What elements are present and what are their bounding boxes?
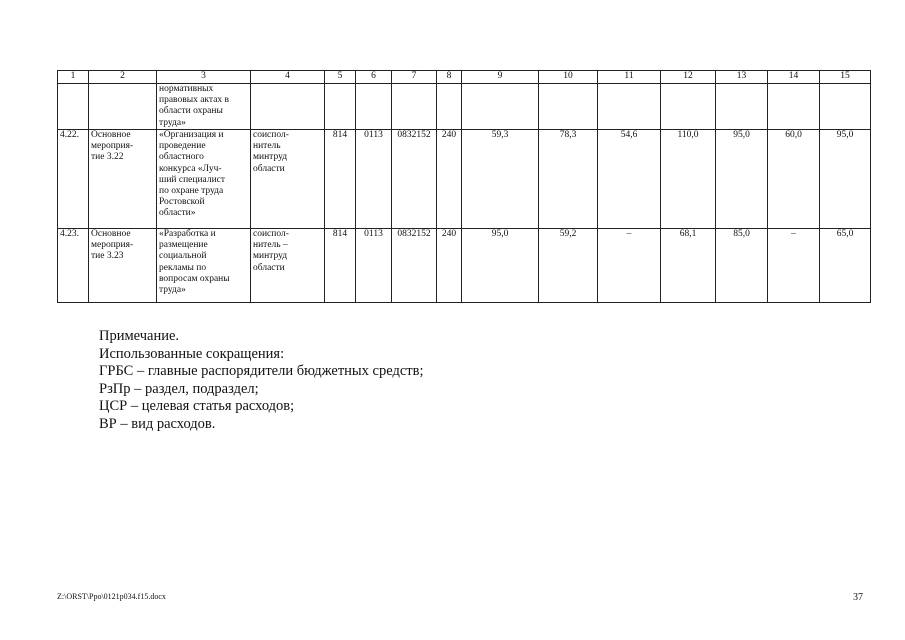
col-header: 8 <box>437 71 462 84</box>
cell-line: тие 3.23 <box>91 251 124 262</box>
cell-value: 59,3 <box>462 130 539 229</box>
cell-line: проведение <box>159 141 206 152</box>
cell-line: нитель <box>253 141 281 152</box>
cell <box>462 84 539 130</box>
col-header: 1 <box>58 71 89 84</box>
cell <box>392 84 437 130</box>
cell-value: 60,0 <box>768 130 820 229</box>
cell-line: Основное <box>91 229 131 239</box>
cell-line: труда» <box>159 285 186 296</box>
col-header: 15 <box>820 71 871 84</box>
cell-line: минтруд <box>253 152 288 163</box>
cell <box>716 84 768 130</box>
cell-measure <box>89 130 157 229</box>
cell-line: областного <box>159 152 204 163</box>
cell-line: соиспол- <box>253 229 289 239</box>
cell <box>356 84 392 130</box>
note-item: ЦСР – целевая статья расходов; <box>99 398 295 415</box>
table-header-row <box>58 71 871 84</box>
page-number: 37 <box>853 592 863 603</box>
col-header: 11 <box>598 71 661 84</box>
cell-executor <box>251 130 325 229</box>
cell-number: 4.22. <box>58 130 89 229</box>
col-header: 7 <box>392 71 437 84</box>
cell-line: Основное <box>91 130 131 140</box>
cell-name <box>157 130 251 229</box>
cell-value: 95,0 <box>716 130 768 229</box>
cell-line: мероприя- <box>91 141 134 152</box>
cell-line: вопросам охраны <box>159 273 230 284</box>
note-item: ГРБС – главные распорядители бюджетных средств; <box>99 363 424 380</box>
cell <box>89 84 157 130</box>
cell-line: области» <box>159 208 196 219</box>
cell-value: – <box>598 229 661 303</box>
cell-line: социальной <box>159 251 207 262</box>
cell-line: мероприя- <box>91 240 134 251</box>
table-row <box>58 229 871 303</box>
col-header: 13 <box>716 71 768 84</box>
cell <box>598 84 661 130</box>
cell-rzpr: 0113 <box>356 229 392 303</box>
col-header: 2 <box>89 71 157 84</box>
abbreviations-note <box>99 328 424 434</box>
cell <box>661 84 716 130</box>
col-header: 3 <box>157 71 251 84</box>
cell-value: 110,0 <box>661 130 716 229</box>
cell-line: «Организация и <box>159 130 224 140</box>
cell <box>58 84 89 130</box>
cell-value: 59,2 <box>539 229 598 303</box>
cell-line: области охраны <box>159 106 223 117</box>
col-header: 6 <box>356 71 392 84</box>
cell-line: «Разработка и <box>159 229 216 239</box>
cell-value: 65,0 <box>820 229 871 303</box>
cell-line: минтруд <box>253 251 288 262</box>
col-header: 4 <box>251 71 325 84</box>
cell-line: рекламы по <box>159 262 207 273</box>
cell <box>539 84 598 130</box>
cell-line: области <box>253 163 285 174</box>
cell-vr: 240 <box>437 130 462 229</box>
cell-line: тие 3.22 <box>91 152 124 163</box>
budget-table <box>57 70 871 303</box>
table-row <box>58 130 871 229</box>
cell-name <box>157 229 251 303</box>
note-subtitle: Использованные сокращения: <box>99 345 285 362</box>
cell-rzpr: 0113 <box>356 130 392 229</box>
cell-line: труда» <box>159 117 186 128</box>
cell-csr: 0832152 <box>392 229 437 303</box>
cell-line: соиспол- <box>253 130 289 140</box>
note-title: Примечание. <box>99 328 180 344</box>
cell-line: нитель – <box>253 240 288 251</box>
cell <box>768 84 820 130</box>
note-item: РзПр – раздел, подраздел; <box>99 380 259 397</box>
cell-executor <box>251 229 325 303</box>
cell-line: размещение <box>159 240 208 251</box>
col-header: 5 <box>325 71 356 84</box>
cell <box>251 84 325 130</box>
table-row-continuation <box>58 84 871 130</box>
cell-line: ший специалист <box>159 174 226 185</box>
cell-value: 68,1 <box>661 229 716 303</box>
col-header: 9 <box>462 71 539 84</box>
cell-measure <box>89 229 157 303</box>
col-header: 14 <box>768 71 820 84</box>
col-header: 10 <box>539 71 598 84</box>
cell-grbs: 814 <box>325 130 356 229</box>
cell-line: правовых актах в <box>159 95 230 106</box>
cell-value: – <box>768 229 820 303</box>
cell-csr: 0832152 <box>392 130 437 229</box>
cell-line: по охране труда <box>159 186 224 197</box>
cell-value: 78,3 <box>539 130 598 229</box>
cell-value: 85,0 <box>716 229 768 303</box>
cell-value: 95,0 <box>462 229 539 303</box>
cell-value: 54,6 <box>598 130 661 229</box>
note-item: ВР – вид расходов. <box>99 415 216 432</box>
cell-line: Ростовской <box>159 197 205 208</box>
cell-line: области <box>253 262 285 273</box>
cell <box>820 84 871 130</box>
cell <box>437 84 462 130</box>
cell-number: 4.23. <box>58 229 89 303</box>
col-header: 12 <box>661 71 716 84</box>
cell-line: конкурса «Луч- <box>159 163 222 174</box>
footer-file-path: Z:\ORST\Ppo\0121p034.f15.docx <box>57 592 166 601</box>
cell <box>325 84 356 130</box>
cell-value: 95,0 <box>820 130 871 229</box>
cell-vr: 240 <box>437 229 462 303</box>
cell-name <box>157 84 251 130</box>
cell-grbs: 814 <box>325 229 356 303</box>
cell-line: нормативных <box>159 84 214 94</box>
